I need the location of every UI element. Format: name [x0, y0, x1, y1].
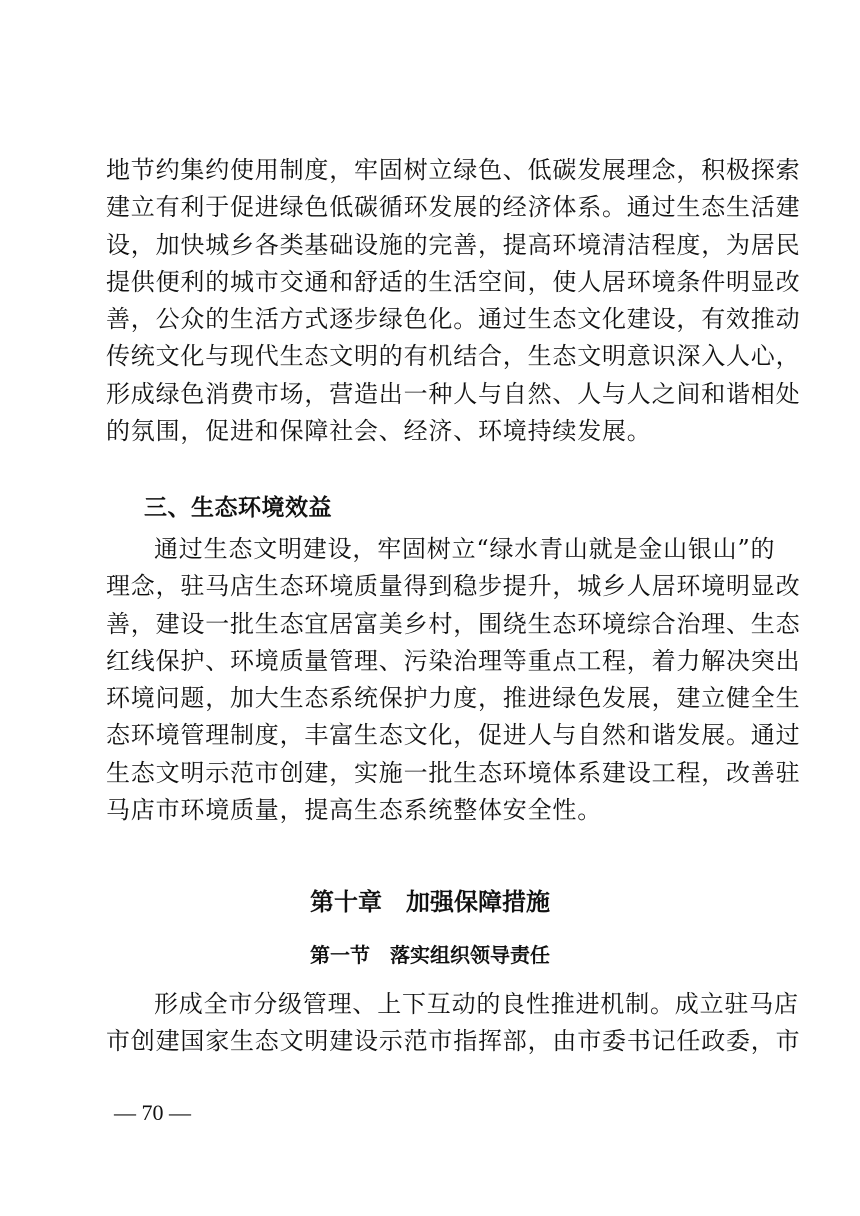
section-heading: 第一节 落实组织领导责任 [310, 943, 550, 967]
text-line: 的氛围，促进和保障社会、经济、环境持续发展。 [106, 417, 652, 446]
text-line: 设，加快城乡各类基础设施的完善，提高环境清洁程度，为居民 [106, 230, 801, 259]
text-line: 理念，驻马店生态环境质量得到稳步提升，城乡人居环境明显改 [106, 572, 801, 601]
subheading-ecological-environment-benefits: 三、生态环境效益 [144, 495, 332, 521]
text-line: 环境问题，加大生态系统保护力度，推进绿色发展，建立健全生 [106, 684, 801, 713]
text-line: 通过生态文明建设，牢固树立“绿水青山就是金山银山”的 [154, 535, 776, 563]
text-line: 建立有利于促进绿色低碳循环发展的经济体系。通过生态生活建 [106, 193, 801, 222]
text-line: 善，建设一批生态宜居富美乡村，围绕生态环境综合治理、生态 [106, 609, 801, 638]
text-line: 红线保护、环境质量管理、污染治理等重点工程，着力解决突出 [106, 646, 801, 675]
paragraph-ecological-benefits-continued [106, 152, 801, 450]
text-line: 形成全市分级管理、上下互动的良性推进机制。成立驻马店 [154, 990, 799, 1018]
text-line: 善，公众的生活方式逐步绿色化。通过生态文化建设，有效推动 [106, 305, 801, 334]
text-line: 地节约集约使用制度，牢固树立绿色、低碳发展理念，积极探索 [106, 156, 801, 184]
page-number: — 70 — [114, 1100, 191, 1125]
text-line: 市创建国家生态文明建设示范市指挥部，由市委书记任政委，市 [106, 1027, 801, 1056]
paragraph-ecological-environment-benefits [106, 531, 801, 829]
text-line: 提供便利的城市交通和舒适的生活空间，使人居环境条件明显改 [106, 267, 801, 296]
text-line: 形成绿色消费市场，营造出一种人与自然、人与人之间和谐相处 [106, 379, 801, 408]
chapter-heading [0, 884, 860, 920]
text-line: 传统文化与现代生态文明的有机结合，生态文明意识深入人心， [106, 342, 801, 371]
paragraph-organizational-leadership [106, 986, 801, 1061]
text-line: 马店市环境质量，提高生态系统整体安全性。 [106, 796, 602, 825]
chapter-heading-text: 第十章 加强保障措施 [310, 888, 550, 916]
text-line: 态环境管理制度，丰富生态文化，促进人与自然和谐发展。通过 [106, 721, 801, 750]
text-line: 生态文明示范市创建，实施一批生态环境体系建设工程，改善驻 [106, 758, 801, 787]
